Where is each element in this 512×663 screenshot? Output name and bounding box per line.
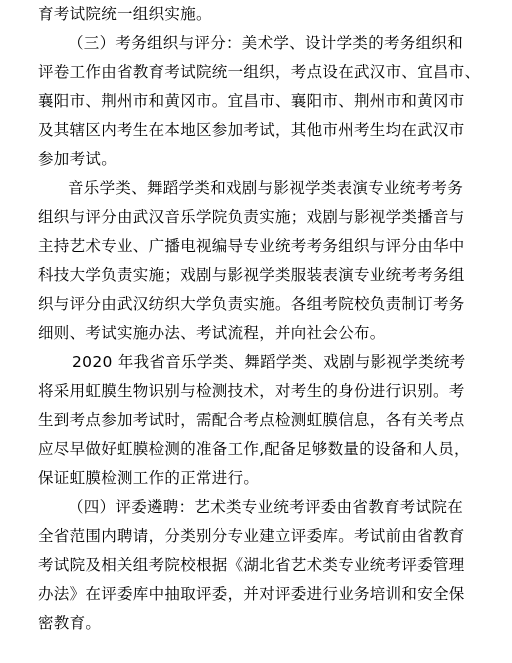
text-line: 密教育。 bbox=[38, 614, 102, 632]
text-line: 生到考点参加考试时，需配合考点检测虹膜信息，各有关考点 bbox=[38, 411, 465, 429]
text-line: 及其辖区内考生在本地区参加考试，其他市州考生均在武汉市 bbox=[38, 121, 465, 139]
text-line: （三）考务组织与评分：美术学、设计学类的考务组织和 bbox=[68, 34, 464, 52]
text-line: 全省范围内聘请，分类别分专业建立评委库。考试前由省教育 bbox=[38, 527, 465, 545]
text-line: 科技大学负责实施；戏剧与影视学类服装表演专业统考考务组 bbox=[38, 266, 465, 284]
text-line: 应尽早做好虹膜检测的准备工作,配备足够数量的设备和人员， bbox=[38, 440, 470, 458]
text-line: 将采用虹膜生物识别与检测技术，对考生的身份进行识别。考 bbox=[38, 382, 465, 400]
text-line: 办法》在评委库中抽取评委，并对评委进行业务培训和安全保 bbox=[38, 585, 465, 603]
text-line: 2020 年我省音乐学类、舞蹈学类、戏剧与影视学类统考 bbox=[72, 353, 466, 371]
text-line: 考试院及相关组考院校根据《湖北省艺术类专业统考评委管理 bbox=[38, 556, 465, 574]
text-line: 织与评分由武汉纺织大学负责实施。各组考院校负责制订考务 bbox=[38, 295, 465, 313]
text-line: （四）评委遴聘：艺术类专业统考评委由省教育考试院在 bbox=[68, 498, 464, 516]
text-line: 育考试院统一组织实施。 bbox=[38, 5, 212, 23]
text-line: 组织与评分由武汉音乐学院负责实施；戏剧与影视学类播音与 bbox=[38, 208, 465, 226]
text-line: 评卷工作由省教育考试院统一组织，考点设在武汉市、宜昌市、 bbox=[38, 63, 481, 81]
text-line: 音乐学类、舞蹈学类和戏剧与影视学类表演专业统考考务 bbox=[68, 179, 464, 197]
text-line: 保证虹膜检测工作的正常进行。 bbox=[38, 469, 260, 487]
text-line: 襄阳市、荆州市和黄冈市。宜昌市、襄阳市、荆州市和黄冈市 bbox=[38, 92, 465, 110]
text-line: 参加考试。 bbox=[38, 150, 118, 168]
text-line: 细则、考试实施办法、考试流程，并向社会公布。 bbox=[38, 324, 386, 342]
text-line: 主持艺术专业、广播电视编导专业统考考务组织与评分由华中 bbox=[38, 237, 465, 255]
